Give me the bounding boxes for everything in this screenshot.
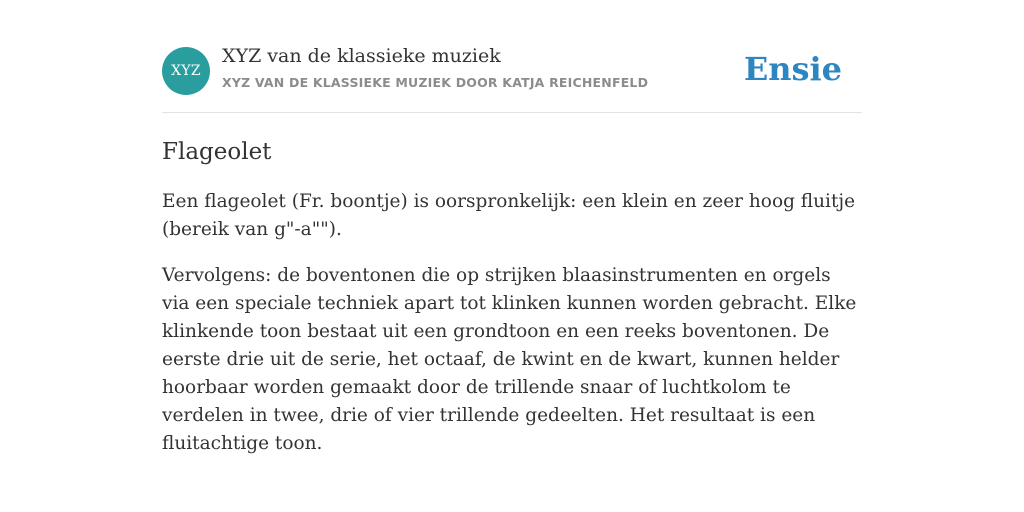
definition-paragraph: Vervolgens: de boventonen die op strijken blaasinstrumenten en orgels via een speciale techniek apart tot klinken kunnen worden gebracht. Elke klinkende toon bestaat uit een grondtoon en een reeks boventonen. De eerste drie uit de serie, het octaaf, de kwint en de kwart, kunnen helder hoorbaar worden gemaakt door de trillende snaar of luchtkolom te verdelen in twee, drie of vier trillende gedeelten. Het resultaat is een fluitachtige toon.	[162, 265, 857, 454]
definition-paragraph: Een flageolet (Fr. boontje) is oorspronkelijk: een klein en zeer hoog fluitje (bereik van g"-a"").	[162, 191, 856, 240]
source-title[interactable]: XYZ van de klassieke muziek	[222, 45, 501, 67]
source-avatar: XYZ	[162, 47, 210, 95]
entry-definition	[162, 188, 862, 458]
source-header	[162, 0, 862, 113]
entry-term: Flageolet	[162, 139, 272, 165]
ensie-logo[interactable]: Ensie	[743, 50, 842, 88]
content-container	[162, 0, 862, 458]
source-subtitle: XYZ VAN DE KLASSIEKE MUZIEK DOOR KATJA REICHENFELD	[222, 75, 649, 90]
